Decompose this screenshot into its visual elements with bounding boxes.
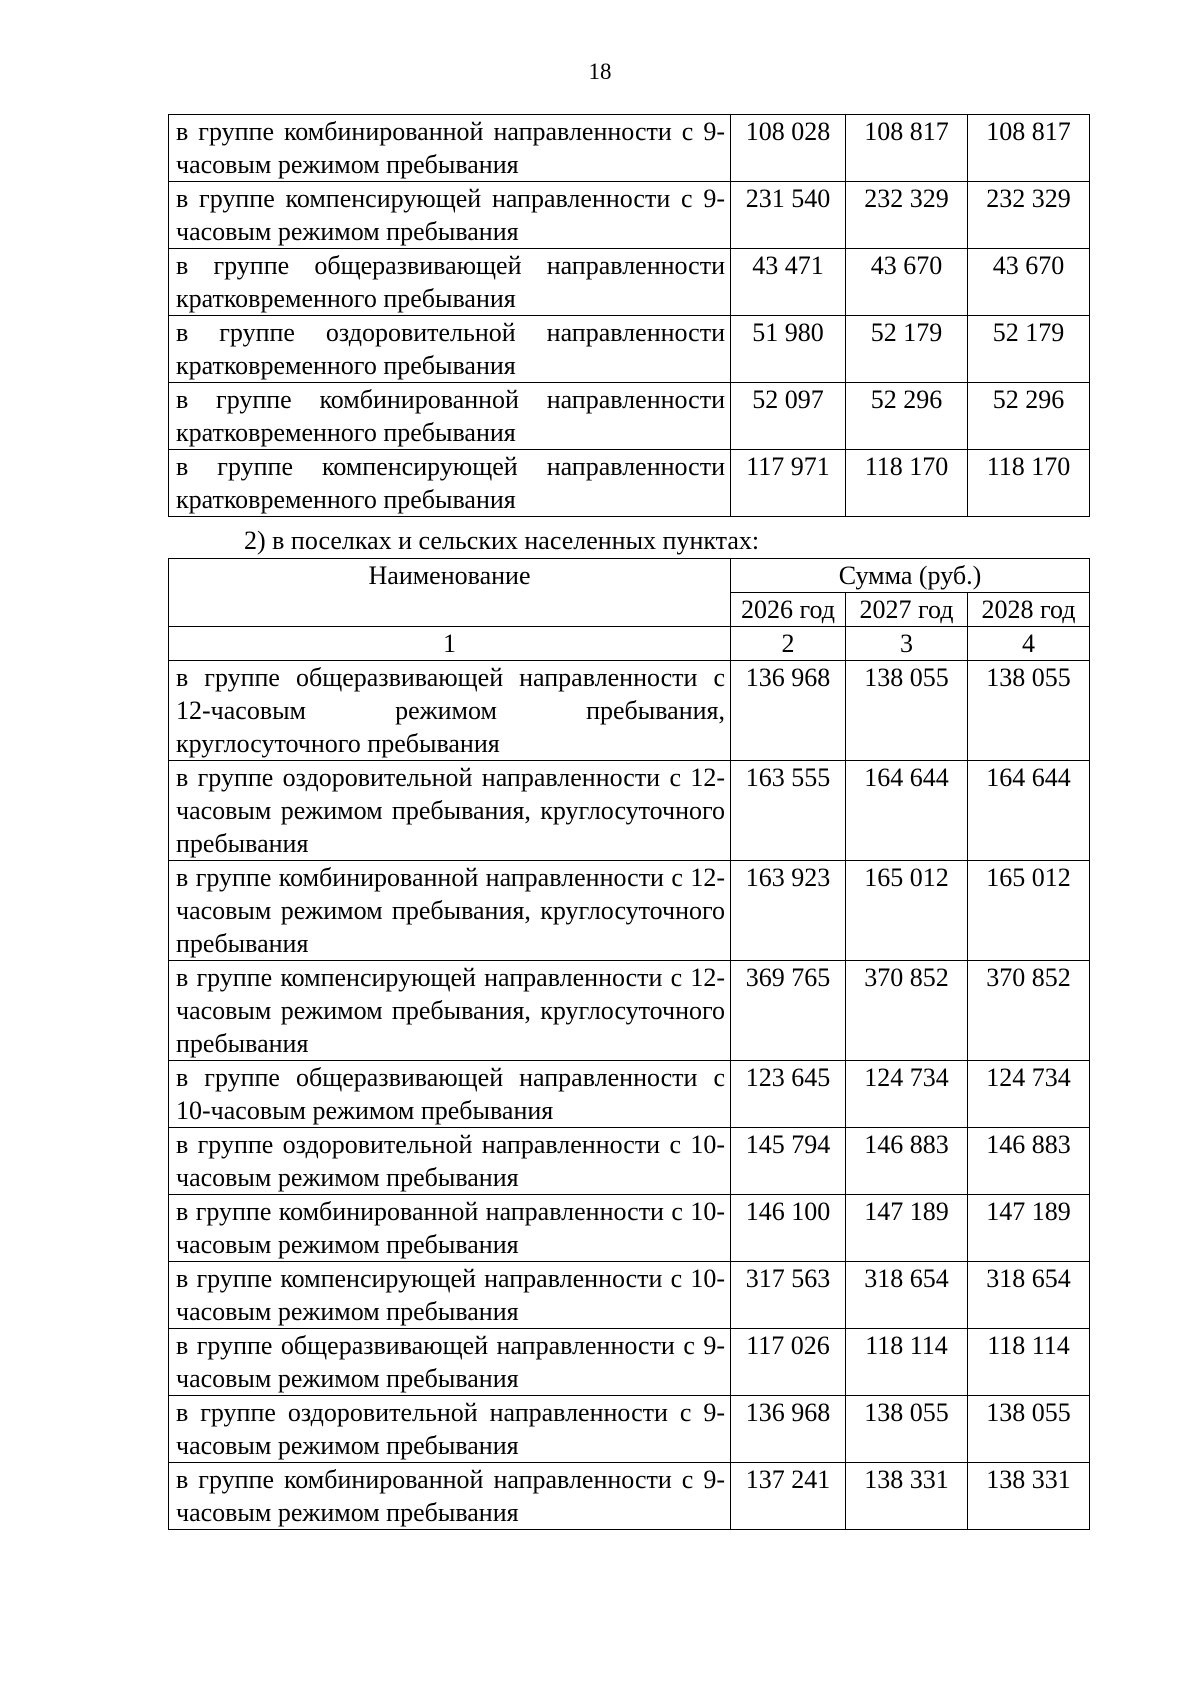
row-name: в группе общеразвивающей направленности с 12-часовым режимом пребывания, круглосуточного пребывания — [169, 661, 731, 761]
table-row — [169, 1463, 1090, 1530]
value-2026: 136 968 — [731, 661, 846, 761]
column-number: 1 — [169, 627, 731, 661]
table-row — [169, 249, 1090, 316]
row-name: в группе компенсирующей направленности кратковременного пребывания — [169, 450, 731, 517]
value-2027: 52 296 — [846, 383, 968, 450]
row-name: в группе комбинированной направленности кратковременного пребывания — [169, 383, 731, 450]
value-2027: 108 817 — [846, 115, 968, 182]
table-row — [169, 761, 1090, 861]
table-row — [169, 661, 1090, 761]
value-2027: 370 852 — [846, 961, 968, 1061]
header-row — [169, 559, 1090, 593]
table-row — [169, 861, 1090, 961]
value-2028: 232 329 — [968, 182, 1090, 249]
value-2028: 108 817 — [968, 115, 1090, 182]
value-2027: 165 012 — [846, 861, 968, 961]
row-name: в группе комбинированной направленности с 9-часовым режимом пребывания — [169, 115, 731, 182]
tariff-table-continued — [168, 114, 1090, 517]
header-name: Наименование — [169, 559, 731, 627]
row-name: в группе общеразвивающей направленности с 10-часовым режимом пребывания — [169, 1061, 731, 1128]
row-name: в группе компенсирующей направленности с 12-часовым режимом пребывания, круглосуточного пребывания — [169, 961, 731, 1061]
value-2028: 138 055 — [968, 661, 1090, 761]
value-2026: 163 923 — [731, 861, 846, 961]
value-2026: 108 028 — [731, 115, 846, 182]
table-row — [169, 1128, 1090, 1195]
table-row — [169, 1329, 1090, 1396]
value-2026: 117 026 — [731, 1329, 846, 1396]
row-name: в группе компенсирующей направленности с 9-часовым режимом пребывания — [169, 182, 731, 249]
value-2027: 138 055 — [846, 661, 968, 761]
row-name: в группе комбинированной направленности с 9-часовым режимом пребывания — [169, 1463, 731, 1530]
value-2026: 123 645 — [731, 1061, 846, 1128]
row-name: в группе оздоровительной направленности с 12-часовым режимом пребывания, круглосуточного пребывания — [169, 761, 731, 861]
value-2028: 147 189 — [968, 1195, 1090, 1262]
column-number: 4 — [968, 627, 1090, 661]
value-2027: 118 114 — [846, 1329, 968, 1396]
value-2028: 318 654 — [968, 1262, 1090, 1329]
header-year-2028: 2028 год — [968, 593, 1090, 627]
row-name: в группе общеразвивающей направленности с 9-часовым режимом пребывания — [169, 1329, 731, 1396]
value-2028: 138 331 — [968, 1463, 1090, 1530]
value-2026: 317 563 — [731, 1262, 846, 1329]
value-2028: 124 734 — [968, 1061, 1090, 1128]
value-2028: 165 012 — [968, 861, 1090, 961]
value-2026: 52 097 — [731, 383, 846, 450]
row-name: в группе компенсирующей направленности с 10-часовым режимом пребывания — [169, 1262, 731, 1329]
row-name: в группе комбинированной направленности с 12-часовым режимом пребывания, круглосуточного пребывания — [169, 861, 731, 961]
value-2028: 146 883 — [968, 1128, 1090, 1195]
table-row — [169, 961, 1090, 1061]
section-caption: 2) в поселках и сельских населенных пунктах: — [244, 526, 760, 555]
column-number-row — [169, 627, 1090, 661]
row-name: в группе комбинированной направленности с 10-часовым режимом пребывания — [169, 1195, 731, 1262]
value-2026: 163 555 — [731, 761, 846, 861]
header-sum: Сумма (руб.) — [731, 559, 1090, 593]
tariff-table-settlements — [168, 558, 1090, 1530]
table-row — [169, 450, 1090, 517]
table-row — [169, 316, 1090, 383]
value-2026: 136 968 — [731, 1396, 846, 1463]
value-2026: 117 971 — [731, 450, 846, 517]
row-name: в группе общеразвивающей направленности кратковременного пребывания — [169, 249, 731, 316]
value-2027: 124 734 — [846, 1061, 968, 1128]
value-2026: 369 765 — [731, 961, 846, 1061]
table-row — [169, 383, 1090, 450]
value-2027: 232 329 — [846, 182, 968, 249]
table-row — [169, 1195, 1090, 1262]
value-2027: 318 654 — [846, 1262, 968, 1329]
value-2027: 147 189 — [846, 1195, 968, 1262]
value-2028: 118 170 — [968, 450, 1090, 517]
column-number: 2 — [731, 627, 846, 661]
value-2026: 146 100 — [731, 1195, 846, 1262]
value-2026: 43 471 — [731, 249, 846, 316]
row-name: в группе оздоровительной направленности с 9-часовым режимом пребывания — [169, 1396, 731, 1463]
value-2027: 52 179 — [846, 316, 968, 383]
table-row — [169, 1262, 1090, 1329]
value-2027: 118 170 — [846, 450, 968, 517]
table-row — [169, 1396, 1090, 1463]
value-2028: 43 670 — [968, 249, 1090, 316]
page-number: 18 — [588, 59, 612, 84]
column-number: 3 — [846, 627, 968, 661]
value-2028: 138 055 — [968, 1396, 1090, 1463]
value-2027: 146 883 — [846, 1128, 968, 1195]
row-name: в группе оздоровительной направленности с 10-часовым режимом пребывания — [169, 1128, 731, 1195]
value-2028: 370 852 — [968, 961, 1090, 1061]
value-2028: 52 296 — [968, 383, 1090, 450]
value-2026: 137 241 — [731, 1463, 846, 1530]
value-2026: 231 540 — [731, 182, 846, 249]
value-2026: 145 794 — [731, 1128, 846, 1195]
value-2027: 164 644 — [846, 761, 968, 861]
value-2028: 52 179 — [968, 316, 1090, 383]
value-2028: 118 114 — [968, 1329, 1090, 1396]
header-year-2026: 2026 год — [731, 593, 846, 627]
table-row — [169, 1061, 1090, 1128]
table-row — [169, 115, 1090, 182]
header-year-2027: 2027 год — [846, 593, 968, 627]
row-name: в группе оздоровительной направленности кратковременного пребывания — [169, 316, 731, 383]
value-2026: 51 980 — [731, 316, 846, 383]
table-row — [169, 182, 1090, 249]
value-2027: 138 055 — [846, 1396, 968, 1463]
value-2027: 43 670 — [846, 249, 968, 316]
value-2028: 164 644 — [968, 761, 1090, 861]
value-2027: 138 331 — [846, 1463, 968, 1530]
